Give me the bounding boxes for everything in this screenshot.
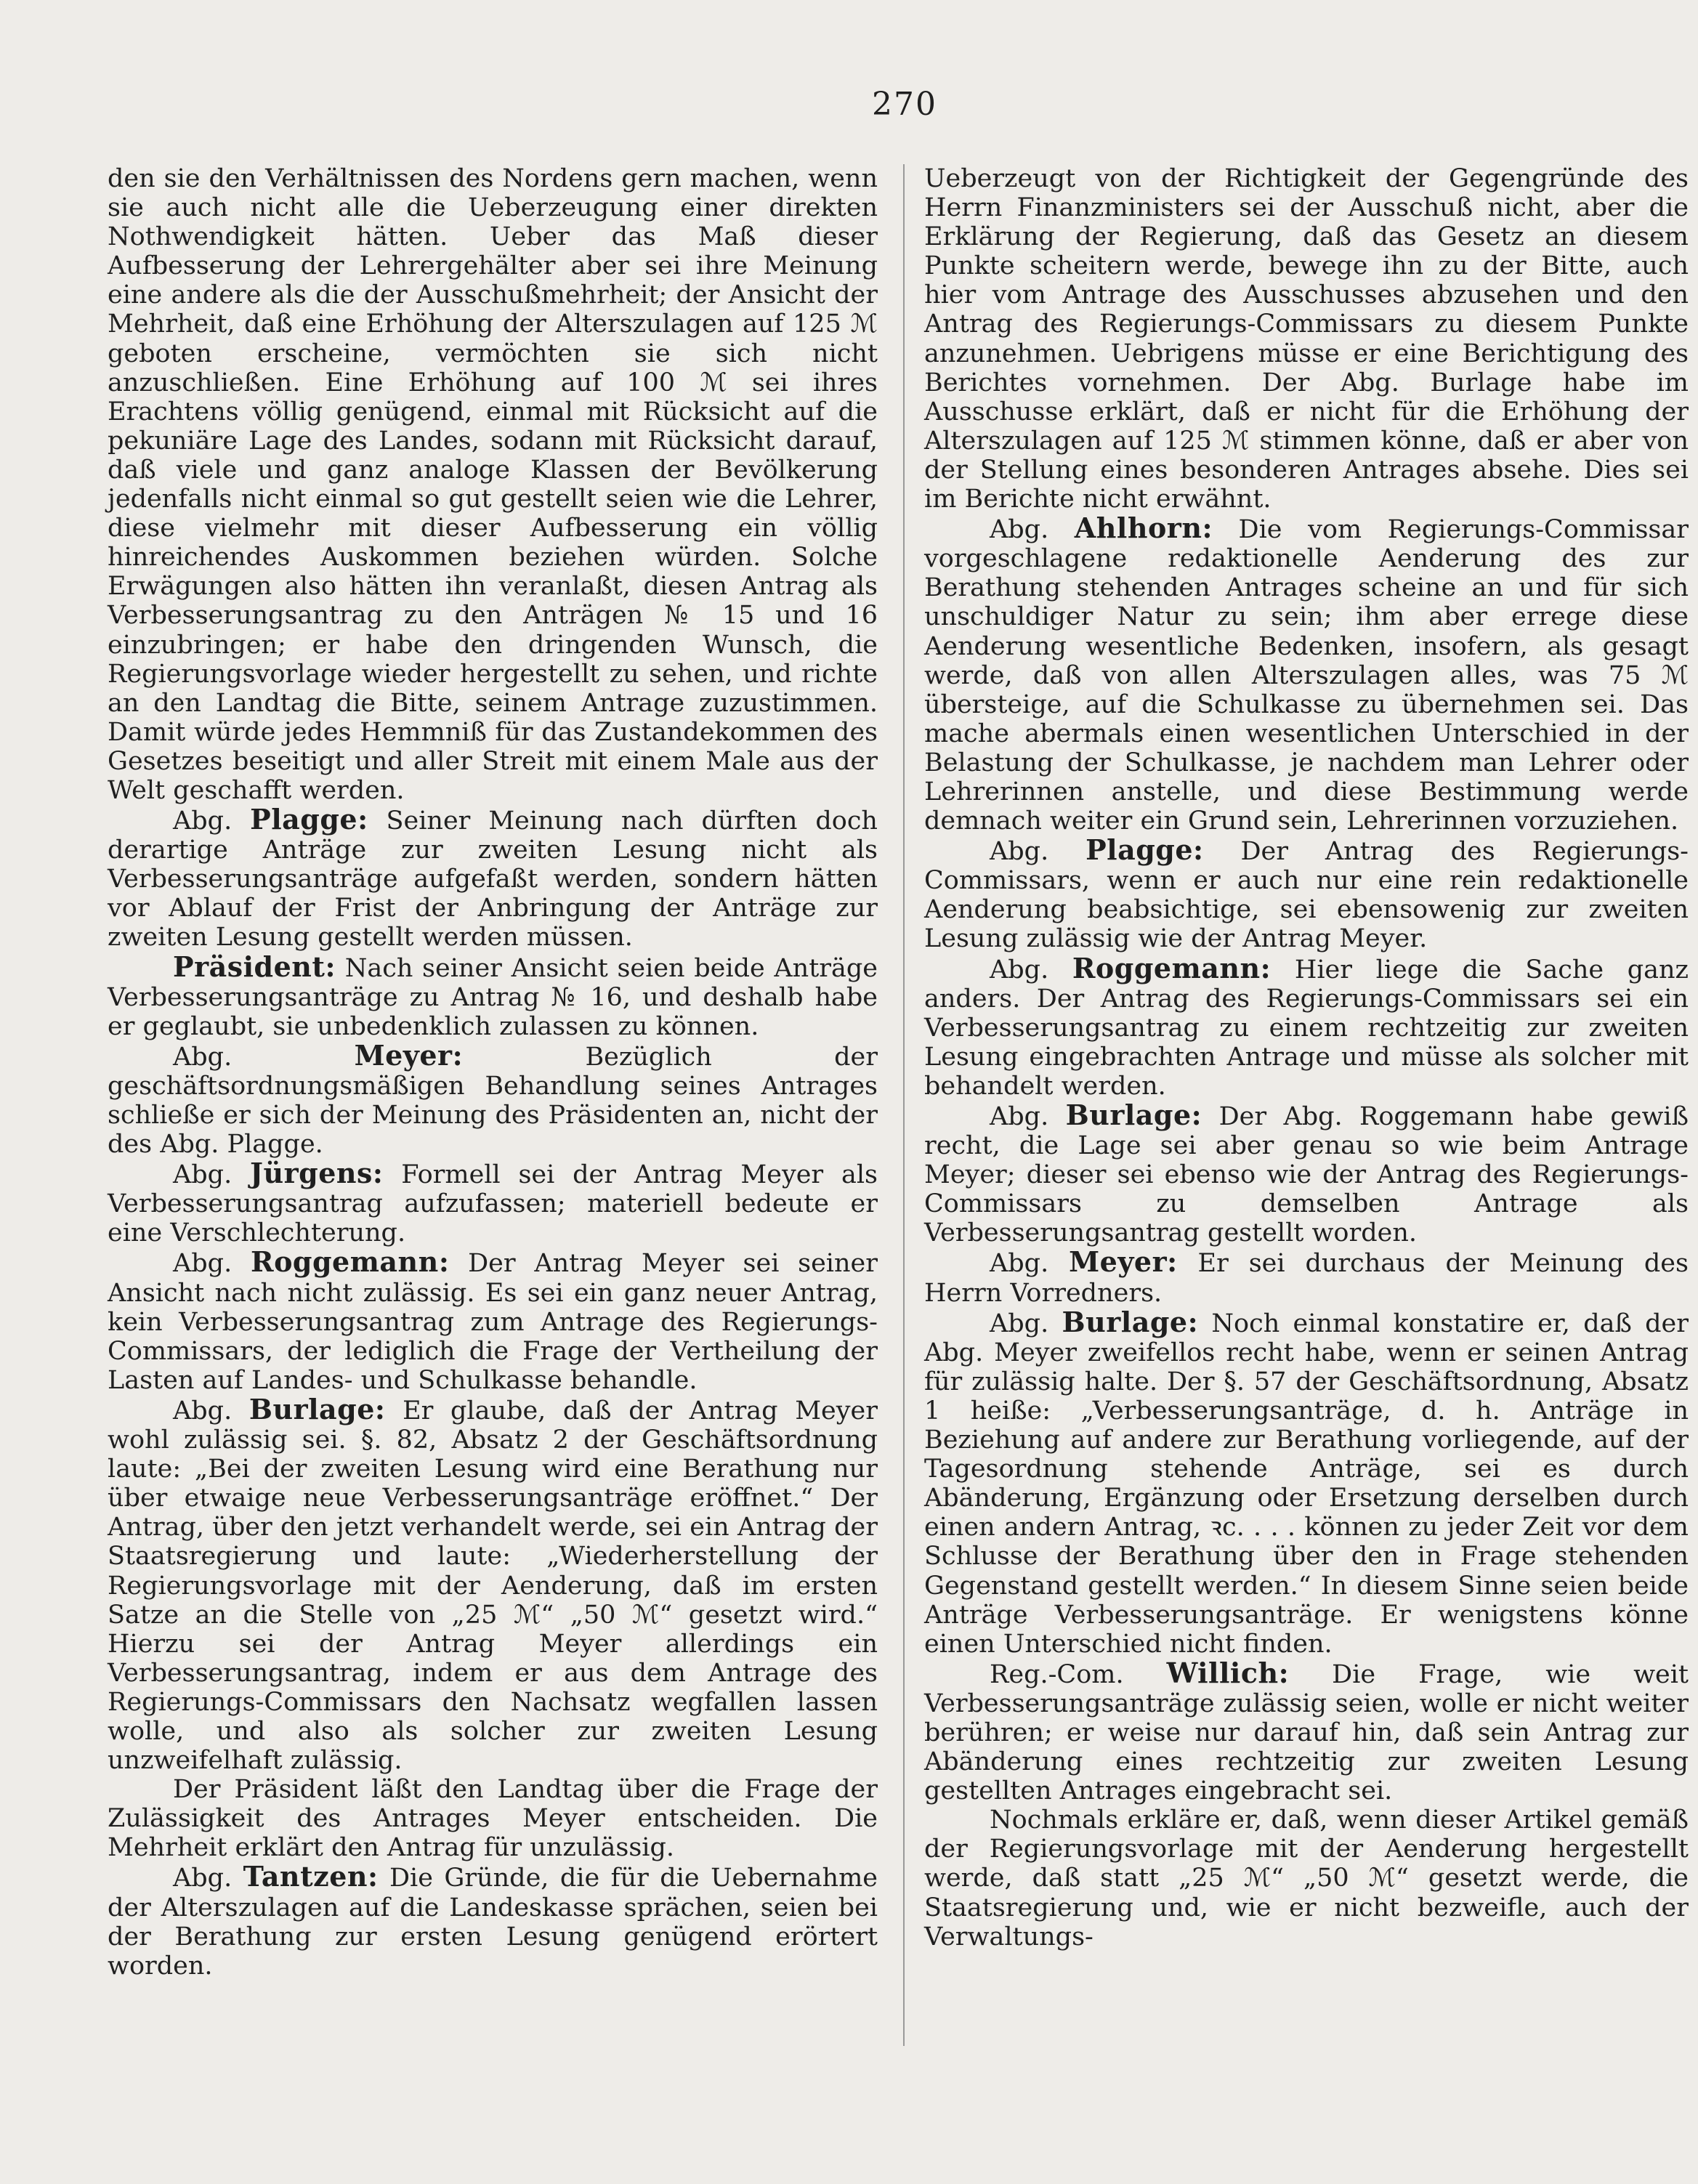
paragraph-text: Die Gründe, die für die Uebernahme der Alterszulagen auf die Landeskasse sprächen, seien bei der Berathung zur ersten Lesung genügend erörtert worden. bbox=[108, 1864, 878, 1981]
paragraph-text: Formell sei der Antrag Meyer als Verbesserungsantrag aufzufassen; materiell bedeute er eine Verschlechterung. bbox=[108, 1160, 878, 1248]
speaker-name: Ahlhorn: bbox=[1074, 511, 1213, 545]
paragraph-text: Ueberzeugt von der Richtigkeit der Gegengründe des Herrn Finanzministers sei der Ausschuß nicht, aber die Erklärung der Regierung, daß das Gesetz an diesem Punkte scheitern werde, bewege ihn zu der Bitte, auch hier vom Antrage des Ausschusses abzusehen und den Antrag des Regierungs-Commissars zu diesem Punkte anzunehmen. Uebrigens müsse er eine Berichtigung des Berichtes vornehmen. Der Abg. Burlage habe im Ausschusse erklärt, daß er nicht für die Erhöhung der Alterszulagen auf 125 ℳ stimmen könne, daß er aber von der Stellung eines besonderen Antrages absehe. Dies sei im Berichte nicht erwähnt. bbox=[924, 164, 1689, 514]
paragraph-text: Hier liege die Sache ganz anders. Der Antrag des Regierungs-Commissars sei ein Verbesserungsantrag zu einem rechtzeitig zur zweiten Lesung eingebrachten Antrage und müsse als solcher mit behandelt werden. bbox=[924, 955, 1689, 1101]
speaker-name: Roggemann: bbox=[1072, 951, 1272, 984]
paragraph bbox=[108, 1247, 878, 1394]
speaker-name: Burlage: bbox=[1062, 1305, 1199, 1338]
paragraph bbox=[924, 164, 1689, 514]
paragraph-text: den sie den Verhältnissen des Nordens gern machen, wenn sie auch nicht alle die Ueberzeugung einer direkten Nothwendigkeit hätten. Ueber das Maß dieser Aufbesserung der Lehrergehälter aber sei ihre Meinung eine andere als die der Ausschußmehrheit; der Ansicht der Mehrheit, daß eine Erhöhung der Alterszulagen auf 125 ℳ geboten erscheine, vermöchten sie sich nicht anzuschließen. Eine Erhöhung auf 100 ℳ sei ihres Erachtens völlig genügend, einmal mit Rücksicht auf die pekuniäre Lage des Landes, sodann mit Rücksicht darauf, daß viele und ganz analoge Klassen der Bevölkerung jedenfalls nicht einmal so gut gestellt seien wie die Lehrer, diese vielmehr mit dieser Aufbesserung ein völlig hinreichendes Auskommen beziehen würden. Solche Erwägungen also hätten ihn veranlaßt, diesen Antrag als Verbesserungsantrag zu den Anträgen № 15 und 16 einzubringen; er habe den dringenden Wunsch, die Regierungsvorlage wieder hergestellt zu sehen, und richte an den Landtag die Bitte, seinem Antrage zuzustimmen. Damit würde jedes Hemmniß für das Zustandekommen des Gesetzes beseitigt und aller Streit mit einem Male aus der Welt geschafft werden. bbox=[108, 164, 878, 805]
paragraph-text: Bezüglich der geschäftsordnungsmäßigen Behandlung seines Antrages schließe er sich der Meinung des Präsidenten an, nicht der des Abg. Plagge. bbox=[108, 1042, 878, 1160]
paragraph bbox=[108, 950, 878, 1041]
column-divider bbox=[903, 164, 905, 2046]
speaker-name: Willich: bbox=[1166, 1656, 1290, 1689]
paragraph bbox=[924, 951, 1689, 1101]
speaker-name: Präsident: bbox=[173, 950, 336, 983]
paragraph bbox=[924, 511, 1689, 836]
paragraph-text: Seiner Meinung nach dürften doch derartige Anträge zur zweiten Lesung nicht als Verbesserungsanträge aufgefaßt werden, sondern hätten vor Ablauf der Frist der Anbringung der Anträge zur zweiten Lesung gestellt werden müssen. bbox=[108, 806, 878, 953]
paragraph bbox=[108, 805, 878, 952]
paragraph bbox=[924, 1101, 1689, 1247]
right-column bbox=[924, 164, 1689, 1952]
paragraph bbox=[924, 1805, 1689, 1951]
speaker-prefix: Abg. bbox=[173, 806, 233, 836]
speaker-name: Burlage: bbox=[248, 1392, 386, 1425]
speaker-name: Plagge: bbox=[1085, 833, 1204, 867]
paragraph-text: Die Frage, wie weit Verbesserungsanträge zulässig seien, wolle er nicht weiter berühren; er weise nur darauf hin, daß sein Antrag zur Abänderung eines rechtzeitig zur zweiten Lesung gestellten Antrages eingebracht sei. bbox=[924, 1659, 1689, 1806]
paragraph bbox=[108, 1038, 878, 1160]
paragraph-text: Der Antrag Meyer sei seiner Ansicht nach nicht zulässig. Es sei ein ganz neuer Antrag, kein Verbesserungsantrag zum Antrage des Regierungs-Commissars, der lediglich die Frage der Vertheilung der Lasten auf Landes- und Schulkasse behandle. bbox=[108, 1249, 878, 1395]
paragraph bbox=[108, 1775, 878, 1862]
speaker-prefix: Abg. bbox=[990, 515, 1049, 545]
page-number: 270 bbox=[872, 86, 937, 123]
speaker-prefix: Abg. bbox=[990, 837, 1049, 867]
paragraph-text: Der Präsident läßt den Landtag über die Frage der Zulässigkeit des Antrages Meyer entscheiden. Die Mehrheit erklärt den Antrag für unzulässig. bbox=[108, 1775, 878, 1863]
paragraph-text: Nochmals erkläre er, daß, wenn dieser Artikel gemäß der Regierungsvorlage mit der Aenderung hergestellt werde, daß statt „25 ℳ“ „50 ℳ“ gesetzt werde, die Staatsregierung und, wie er nicht bezweifle, auch der Verwaltungs- bbox=[924, 1805, 1689, 1952]
paragraph bbox=[108, 1862, 878, 1980]
speaker-prefix: Abg. bbox=[990, 1249, 1049, 1279]
paragraph-text: Er glaube, daß der Antrag Meyer wohl zulässig sei. §. 82, Absatz 2 der Geschäftsordnung laute: „Bei der zweiten Lesung wird eine Berathung nur über etwaige neue Verbesserungsanträge eröffnet.“ Der Antrag, über den jetzt verhandelt werde, sei ein Antrag der Staatsregierung und laute: „Wiederherstellung der Regierungsvorlage mit der Aenderung, daß im ersten Satze an die Stelle von „25 ℳ“ „50 ℳ“ gesetzt wird.“ Hierzu sei der Antrag Meyer allerdings ein Verbesserungsantrag, indem er aus dem Antrage des Regierungs-Commissars den Nachsatz wegfallen lassen wolle, und also als solcher zur zweiten Lesung unzweifelhaft zulässig. bbox=[108, 1396, 878, 1776]
left-column bbox=[108, 164, 878, 1981]
speaker-name: Meyer: bbox=[354, 1038, 464, 1072]
speaker-prefix: Abg. bbox=[990, 1102, 1049, 1131]
paragraph bbox=[924, 1247, 1689, 1307]
speaker-prefix: Abg. bbox=[990, 955, 1049, 984]
speaker-prefix: Reg.-Com. bbox=[990, 1659, 1124, 1689]
paragraph-text: Er sei durchaus der Meinung des Herrn Vorredners. bbox=[924, 1249, 1689, 1308]
speaker-prefix: Abg. bbox=[173, 1396, 233, 1425]
speaker-prefix: Abg. bbox=[173, 1160, 233, 1190]
speaker-prefix: Abg. bbox=[173, 1042, 233, 1072]
speaker-name: Roggemann: bbox=[250, 1245, 450, 1279]
speaker-prefix: Abg. bbox=[173, 1864, 233, 1893]
paragraph-text: Noch einmal konstatire er, daß der Abg. Meyer zweifellos recht habe, wenn er seinen Antrag für zulässig halte. Der §. 57 der Geschäftsordnung, Absatz 1 heiße: „Verbesserungsanträge, d. h. Anträge in Beziehung auf andere zur Berathung vorliegende, auf der Tagesordnung stehende Anträge, sei es durch Abänderung, Ergänzung oder Ersetzung derselben durch einen andern Antrag, ꝛc. . . . können zu jeder Zeit vor dem Schlusse der Berathung über den in Frage stehenden Gegenstand gestellt werden.“ In diesem Sinne seien beide Anträge Verbesserungsanträge. Er wenigstens könne einen Unterschied nicht finden. bbox=[924, 1309, 1689, 1659]
paragraph bbox=[924, 1656, 1689, 1806]
paragraph bbox=[924, 1305, 1689, 1659]
paragraph bbox=[108, 1392, 878, 1776]
speaker-prefix: Abg. bbox=[173, 1249, 233, 1279]
paragraph bbox=[108, 164, 878, 805]
paragraph bbox=[924, 833, 1689, 954]
speaker-prefix: Abg. bbox=[990, 1309, 1049, 1338]
speaker-name: Plagge: bbox=[250, 803, 368, 836]
speaker-name: Burlage: bbox=[1065, 1099, 1202, 1131]
paragraph bbox=[108, 1159, 878, 1247]
speaker-name: Jürgens: bbox=[250, 1157, 384, 1190]
paragraph-text: Der Antrag des Regierungs-Commissars, wenn er auch nur eine rein redaktionelle Aenderung beabsichtige, sei ebensowenig zur zweiten Lesung zulässig wie der Antrag Meyer. bbox=[924, 837, 1689, 954]
paragraph-text: Die vom Regierungs-Commissar vorgeschlagene redaktionelle Aenderung des zur Berathung stehenden Antrages scheine an und für sich unschuldiger Natur zu sein; ihm aber errege diese Aenderung wesentliche Bedenken, insofern, als gesagt werde, daß von allen Alterszulagen alles, was 75 ℳ übersteige, auf die Schulkasse zu übernehmen sei. Das mache abermals einen wesentlichen Unterschied in der Belastung der Schulkasse, je nachdem man Lehrer oder Lehrerinnen anstelle, und diese Bestimmung werde demnach weiter ein Grund sein, Lehrerinnen vorzuziehen. bbox=[924, 515, 1689, 836]
speaker-name: Tantzen: bbox=[243, 1860, 379, 1893]
speaker-name: Meyer: bbox=[1069, 1245, 1178, 1279]
paragraph-text: Der Abg. Roggemann habe gewiß recht, die Lage sei aber genau so wie beim Antrage Meyer; dieser sei ebenso wie der Antrag des Regierungs-Commissars zu demselben Antrage als Verbesserungsantrag gestellt worden. bbox=[924, 1102, 1689, 1248]
paragraph-text: Nach seiner Ansicht seien beide Anträge Verbesserungsanträge zu Antrag № 16, und deshalb habe er geglaubt, sie unbedenklich zulassen zu können. bbox=[108, 953, 878, 1041]
